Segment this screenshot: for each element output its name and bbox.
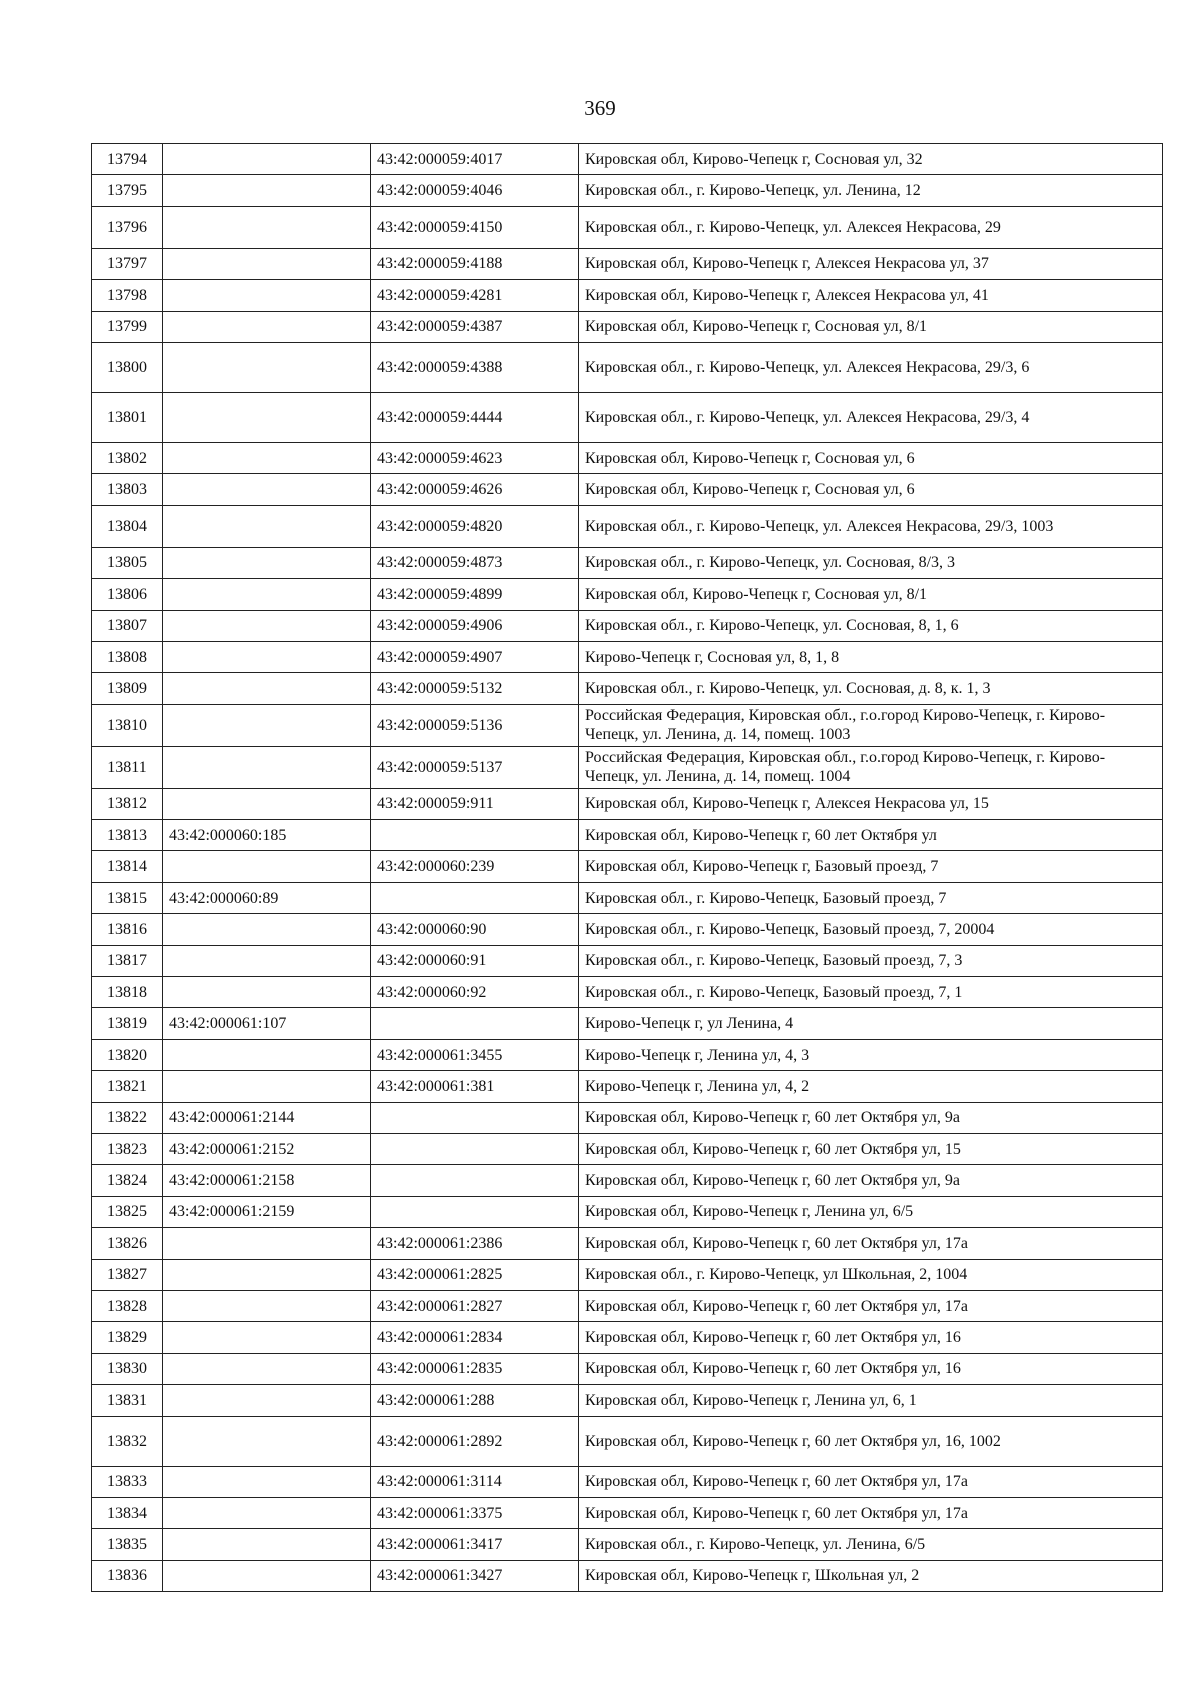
object-number-cell: 43:42:000060:91: [371, 945, 579, 976]
table-row: [92, 820, 1163, 851]
cadastral-number-cell: [163, 280, 371, 311]
row-number-cell: 13835: [92, 1529, 163, 1560]
row-number-cell: 13798: [92, 280, 163, 311]
object-number-cell: [371, 1196, 579, 1227]
table-row: [92, 248, 1163, 279]
address-cell: Кировская обл, Кирово-Чепецк г, 60 лет Октября ул, 9а: [579, 1102, 1163, 1133]
object-number-cell: 43:42:000061:3114: [371, 1466, 579, 1497]
object-number-cell: 43:42:000059:4387: [371, 311, 579, 342]
object-number-cell: [371, 1008, 579, 1039]
table-row: [92, 1259, 1163, 1290]
row-number-cell: 13821: [92, 1071, 163, 1102]
table-row: [92, 1102, 1163, 1133]
address-cell: Кировская обл, Кирово-Чепецк г, Сосновая ул, 8/1: [579, 579, 1163, 610]
row-number-cell: 13825: [92, 1196, 163, 1227]
table-row: [92, 311, 1163, 342]
row-number-cell: 13811: [92, 746, 163, 788]
address-cell: Кировская обл, Кирово-Чепецк г, 60 лет Октября ул, 17а: [579, 1228, 1163, 1259]
address-cell: Кирово-Чепецк г, Сосновая ул, 8, 1, 8: [579, 641, 1163, 672]
row-number-cell: 13805: [92, 547, 163, 578]
page-number: 369: [584, 96, 616, 120]
object-number-cell: 43:42:000059:4907: [371, 641, 579, 672]
object-number-cell: 43:42:000059:4388: [371, 342, 579, 392]
object-number-cell: [371, 1102, 579, 1133]
address-cell: Кировская обл., г. Кирово-Чепецк, ул. Сосновая, 8/3, 3: [579, 547, 1163, 578]
cadastral-number-cell: [163, 505, 371, 547]
cadastral-number-cell: [163, 746, 371, 788]
address-cell: Кировская обл., г. Кирово-Чепецк, Базовый проезд, 7, 3: [579, 945, 1163, 976]
address-cell: Кировская обл, Кирово-Чепецк г, 60 лет Октября ул, 17а: [579, 1466, 1163, 1497]
table-row: [92, 505, 1163, 547]
row-number-cell: 13828: [92, 1290, 163, 1321]
object-number-cell: 43:42:000059:4899: [371, 579, 579, 610]
cadastral-number-cell: [163, 1529, 371, 1560]
address-cell: Кировская обл., г. Кирово-Чепецк, ул Школьная, 2, 1004: [579, 1259, 1163, 1290]
row-number-cell: 13810: [92, 704, 163, 746]
cadastral-number-cell: [163, 311, 371, 342]
address-cell: Кировская обл, Кирово-Чепецк г, 60 лет Октября ул, 17а: [579, 1290, 1163, 1321]
address-cell: Кировская обл, Кирово-Чепецк г, 60 лет Октября ул: [579, 820, 1163, 851]
table-row: [92, 1529, 1163, 1560]
object-number-cell: 43:42:000059:4046: [371, 175, 579, 206]
object-number-cell: 43:42:000059:5132: [371, 673, 579, 704]
address-cell: Кировская обл, Кирово-Чепецк г, Алексея Некрасова ул, 41: [579, 280, 1163, 311]
object-number-cell: 43:42:000060:92: [371, 977, 579, 1008]
cadastral-number-cell: [163, 704, 371, 746]
cadastral-number-cell: [163, 1466, 371, 1497]
row-number-cell: 13813: [92, 820, 163, 851]
cadastral-number-cell: [163, 206, 371, 248]
table-row: [92, 1196, 1163, 1227]
row-number-cell: 13806: [92, 579, 163, 610]
row-number-cell: 13824: [92, 1165, 163, 1196]
row-number-cell: 13804: [92, 505, 163, 547]
row-number-cell: 13816: [92, 914, 163, 945]
object-number-cell: 43:42:000059:4906: [371, 610, 579, 641]
object-number-cell: 43:42:000059:911: [371, 788, 579, 819]
cadastral-number-cell: [163, 1228, 371, 1259]
table-row: [92, 977, 1163, 1008]
row-number-cell: 13832: [92, 1416, 163, 1466]
registry-table: [91, 143, 1163, 1592]
table-row: [92, 1133, 1163, 1164]
row-number-cell: 13819: [92, 1008, 163, 1039]
table-row: [92, 547, 1163, 578]
cadastral-number-cell: [163, 977, 371, 1008]
object-number-cell: 43:42:000061:2892: [371, 1416, 579, 1466]
object-number-cell: 43:42:000061:3455: [371, 1039, 579, 1070]
object-number-cell: 43:42:000059:5137: [371, 746, 579, 788]
table-row: [92, 882, 1163, 913]
row-number-cell: 13827: [92, 1259, 163, 1290]
table-row: [92, 1039, 1163, 1070]
table-row: [92, 1071, 1163, 1102]
table-row: [92, 1353, 1163, 1384]
table-row: [92, 945, 1163, 976]
cadastral-number-cell: 43:42:000061:2144: [163, 1102, 371, 1133]
cadastral-number-cell: [163, 1385, 371, 1416]
cadastral-number-cell: [163, 914, 371, 945]
table-row: [92, 1165, 1163, 1196]
table-row: [92, 914, 1163, 945]
address-cell: Кировская обл, Кирово-Чепецк г, Ленина ул, 6, 1: [579, 1385, 1163, 1416]
object-number-cell: [371, 1133, 579, 1164]
table-row: [92, 610, 1163, 641]
address-cell: Кировская обл., г. Кирово-Чепецк, ул. Сосновая, д. 8, к. 1, 3: [579, 673, 1163, 704]
object-number-cell: 43:42:000059:5136: [371, 704, 579, 746]
table-row: [92, 392, 1163, 442]
row-number-cell: 13831: [92, 1385, 163, 1416]
cadastral-number-cell: [163, 579, 371, 610]
address-cell: Кировская обл, Кирово-Чепецк г, Алексея Некрасова ул, 15: [579, 788, 1163, 819]
address-cell: Кировская обл., г. Кирово-Чепецк, ул. Алексея Некрасова, 29/3, 1003: [579, 505, 1163, 547]
table-row: [92, 280, 1163, 311]
object-number-cell: 43:42:000061:381: [371, 1071, 579, 1102]
cadastral-number-cell: [163, 1353, 371, 1384]
address-cell: Кировская обл., г. Кирово-Чепецк, Базовый проезд, 7, 20004: [579, 914, 1163, 945]
object-number-cell: [371, 1165, 579, 1196]
table-row: [92, 1466, 1163, 1497]
address-cell: Кировская обл, Кирово-Чепецк г, 60 лет Октября ул, 16, 1002: [579, 1416, 1163, 1466]
cadastral-number-cell: [163, 610, 371, 641]
address-cell: Кировская обл., г. Кирово-Чепецк, Базовый проезд, 7: [579, 882, 1163, 913]
cadastral-number-cell: [163, 788, 371, 819]
object-number-cell: 43:42:000059:4281: [371, 280, 579, 311]
cadastral-number-cell: [163, 175, 371, 206]
address-cell: Кировская обл, Кирово-Чепецк г, 60 лет Октября ул, 16: [579, 1322, 1163, 1353]
address-cell: Кировская обл, Кирово-Чепецк г, 60 лет Октября ул, 17а: [579, 1497, 1163, 1528]
cadastral-number-cell: [163, 851, 371, 882]
cadastral-number-cell: 43:42:000061:2152: [163, 1133, 371, 1164]
table-row: [92, 1290, 1163, 1321]
row-number-cell: 13822: [92, 1102, 163, 1133]
cadastral-number-cell: [163, 474, 371, 505]
object-number-cell: 43:42:000061:2827: [371, 1290, 579, 1321]
cadastral-number-cell: [163, 1259, 371, 1290]
address-cell: Кировская обл., г. Кирово-Чепецк, ул. Ленина, 12: [579, 175, 1163, 206]
object-number-cell: 43:42:000059:4188: [371, 248, 579, 279]
address-cell: Кировская обл, Кирово-Чепецк г, 60 лет Октября ул, 9а: [579, 1165, 1163, 1196]
row-number-cell: 13830: [92, 1353, 163, 1384]
object-number-cell: 43:42:000061:288: [371, 1385, 579, 1416]
address-cell: Кировская обл, Кирово-Чепецк г, 60 лет Октября ул, 16: [579, 1353, 1163, 1384]
object-number-cell: 43:42:000060:90: [371, 914, 579, 945]
row-number-cell: 13803: [92, 474, 163, 505]
cadastral-number-cell: [163, 1497, 371, 1528]
row-number-cell: 13802: [92, 442, 163, 473]
address-cell: Кировская обл, Кирово-Чепецк г, Школьная ул, 2: [579, 1560, 1163, 1591]
row-number-cell: 13801: [92, 392, 163, 442]
row-number-cell: 13818: [92, 977, 163, 1008]
cadastral-number-cell: 43:42:000061:107: [163, 1008, 371, 1039]
table-row: [92, 442, 1163, 473]
table-row: [92, 175, 1163, 206]
address-cell: Кирово-Чепецк г, Ленина ул, 4, 2: [579, 1071, 1163, 1102]
table-row: [92, 206, 1163, 248]
cadastral-number-cell: [163, 547, 371, 578]
cadastral-number-cell: 43:42:000061:2159: [163, 1196, 371, 1227]
object-number-cell: 43:42:000061:2386: [371, 1228, 579, 1259]
cadastral-number-cell: [163, 641, 371, 672]
cadastral-number-cell: [163, 673, 371, 704]
address-cell: Кировская обл, Кирово-Чепецк г, Сосновая ул, 6: [579, 442, 1163, 473]
object-number-cell: 43:42:000061:3417: [371, 1529, 579, 1560]
row-number-cell: 13796: [92, 206, 163, 248]
cadastral-number-cell: [163, 392, 371, 442]
row-number-cell: 13808: [92, 641, 163, 672]
cadastral-number-cell: [163, 945, 371, 976]
address-cell: Кировская обл., г. Кирово-Чепецк, ул. Ленина, 6/5: [579, 1529, 1163, 1560]
object-number-cell: 43:42:000059:4017: [371, 144, 579, 175]
table-row: [92, 641, 1163, 672]
cadastral-number-cell: 43:42:000061:2158: [163, 1165, 371, 1196]
address-cell: Кировская обл, Кирово-Чепецк г, 60 лет Октября ул, 15: [579, 1133, 1163, 1164]
row-number-cell: 13817: [92, 945, 163, 976]
row-number-cell: 13794: [92, 144, 163, 175]
row-number-cell: 13834: [92, 1497, 163, 1528]
cadastral-number-cell: [163, 248, 371, 279]
address-cell: Кирово-Чепецк г, Ленина ул, 4, 3: [579, 1039, 1163, 1070]
table-row: [92, 1560, 1163, 1591]
address-cell: Кировская обл, Кирово-Чепецк г, Базовый проезд, 7: [579, 851, 1163, 882]
object-number-cell: 43:42:000061:3427: [371, 1560, 579, 1591]
cadastral-number-cell: [163, 1039, 371, 1070]
address-cell: Кирово-Чепецк г, ул Ленина, 4: [579, 1008, 1163, 1039]
registry-table-body: [92, 144, 1163, 1592]
row-number-cell: 13833: [92, 1466, 163, 1497]
object-number-cell: 43:42:000061:2835: [371, 1353, 579, 1384]
address-cell: Кировская обл., г. Кирово-Чепецк, ул. Сосновая, 8, 1, 6: [579, 610, 1163, 641]
row-number-cell: 13836: [92, 1560, 163, 1591]
address-cell: Кировская обл., г. Кирово-Чепецк, ул. Алексея Некрасова, 29: [579, 206, 1163, 248]
table-row: [92, 704, 1163, 746]
object-number-cell: 43:42:000059:4623: [371, 442, 579, 473]
table-row: [92, 1385, 1163, 1416]
object-number-cell: 43:42:000059:4820: [371, 505, 579, 547]
row-number-cell: 13812: [92, 788, 163, 819]
object-number-cell: 43:42:000061:2825: [371, 1259, 579, 1290]
table-row: [92, 1322, 1163, 1353]
address-cell: Кировская обл, Кирово-Чепецк г, Сосновая ул, 6: [579, 474, 1163, 505]
table-row: [92, 851, 1163, 882]
cadastral-number-cell: 43:42:000060:89: [163, 882, 371, 913]
row-number-cell: 13826: [92, 1228, 163, 1259]
address-cell: Кировская обл., г. Кирово-Чепецк, ул. Алексея Некрасова, 29/3, 4: [579, 392, 1163, 442]
table-row: [92, 579, 1163, 610]
table-row: [92, 673, 1163, 704]
table-row: [92, 1497, 1163, 1528]
cadastral-number-cell: [163, 1290, 371, 1321]
row-number-cell: 13809: [92, 673, 163, 704]
object-number-cell: 43:42:000061:2834: [371, 1322, 579, 1353]
table-row: [92, 788, 1163, 819]
address-cell: Кировская обл, Кирово-Чепецк г, Сосновая ул, 8/1: [579, 311, 1163, 342]
cadastral-number-cell: 43:42:000060:185: [163, 820, 371, 851]
cadastral-number-cell: [163, 1322, 371, 1353]
row-number-cell: 13797: [92, 248, 163, 279]
table-row: [92, 342, 1163, 392]
address-cell: Российская Федерация, Кировская обл., г.о.город Кирово-Чепецк, г. Кирово-Чепецк, ул. Ленина, д. 14, помещ. 1003: [579, 704, 1163, 746]
address-cell: Кировская обл., г. Кирово-Чепецк, Базовый проезд, 7, 1: [579, 977, 1163, 1008]
object-number-cell: 43:42:000061:3375: [371, 1497, 579, 1528]
row-number-cell: 13823: [92, 1133, 163, 1164]
cadastral-number-cell: [163, 1416, 371, 1466]
table-row: [92, 1416, 1163, 1466]
row-number-cell: 13829: [92, 1322, 163, 1353]
address-cell: Кировская обл, Кирово-Чепецк г, Ленина ул, 6/5: [579, 1196, 1163, 1227]
table-row: [92, 1228, 1163, 1259]
object-number-cell: 43:42:000060:239: [371, 851, 579, 882]
object-number-cell: [371, 820, 579, 851]
address-cell: Российская Федерация, Кировская обл., г.о.город Кирово-Чепецк, г. Кирово-Чепецк, ул. Ленина, д. 14, помещ. 1004: [579, 746, 1163, 788]
object-number-cell: 43:42:000059:4150: [371, 206, 579, 248]
cadastral-number-cell: [163, 144, 371, 175]
cadastral-number-cell: [163, 342, 371, 392]
table-row: [92, 144, 1163, 175]
object-number-cell: 43:42:000059:4873: [371, 547, 579, 578]
object-number-cell: [371, 882, 579, 913]
row-number-cell: 13799: [92, 311, 163, 342]
row-number-cell: 13800: [92, 342, 163, 392]
cadastral-number-cell: [163, 1071, 371, 1102]
row-number-cell: 13815: [92, 882, 163, 913]
table-row: [92, 746, 1163, 788]
table-row: [92, 1008, 1163, 1039]
address-cell: Кировская обл, Кирово-Чепецк г, Сосновая ул, 32: [579, 144, 1163, 175]
cadastral-number-cell: [163, 1560, 371, 1591]
cadastral-number-cell: [163, 442, 371, 473]
row-number-cell: 13820: [92, 1039, 163, 1070]
address-cell: Кировская обл., г. Кирово-Чепецк, ул. Алексея Некрасова, 29/3, 6: [579, 342, 1163, 392]
table-row: [92, 474, 1163, 505]
object-number-cell: 43:42:000059:4444: [371, 392, 579, 442]
row-number-cell: 13795: [92, 175, 163, 206]
address-cell: Кировская обл, Кирово-Чепецк г, Алексея Некрасова ул, 37: [579, 248, 1163, 279]
row-number-cell: 13807: [92, 610, 163, 641]
row-number-cell: 13814: [92, 851, 163, 882]
object-number-cell: 43:42:000059:4626: [371, 474, 579, 505]
